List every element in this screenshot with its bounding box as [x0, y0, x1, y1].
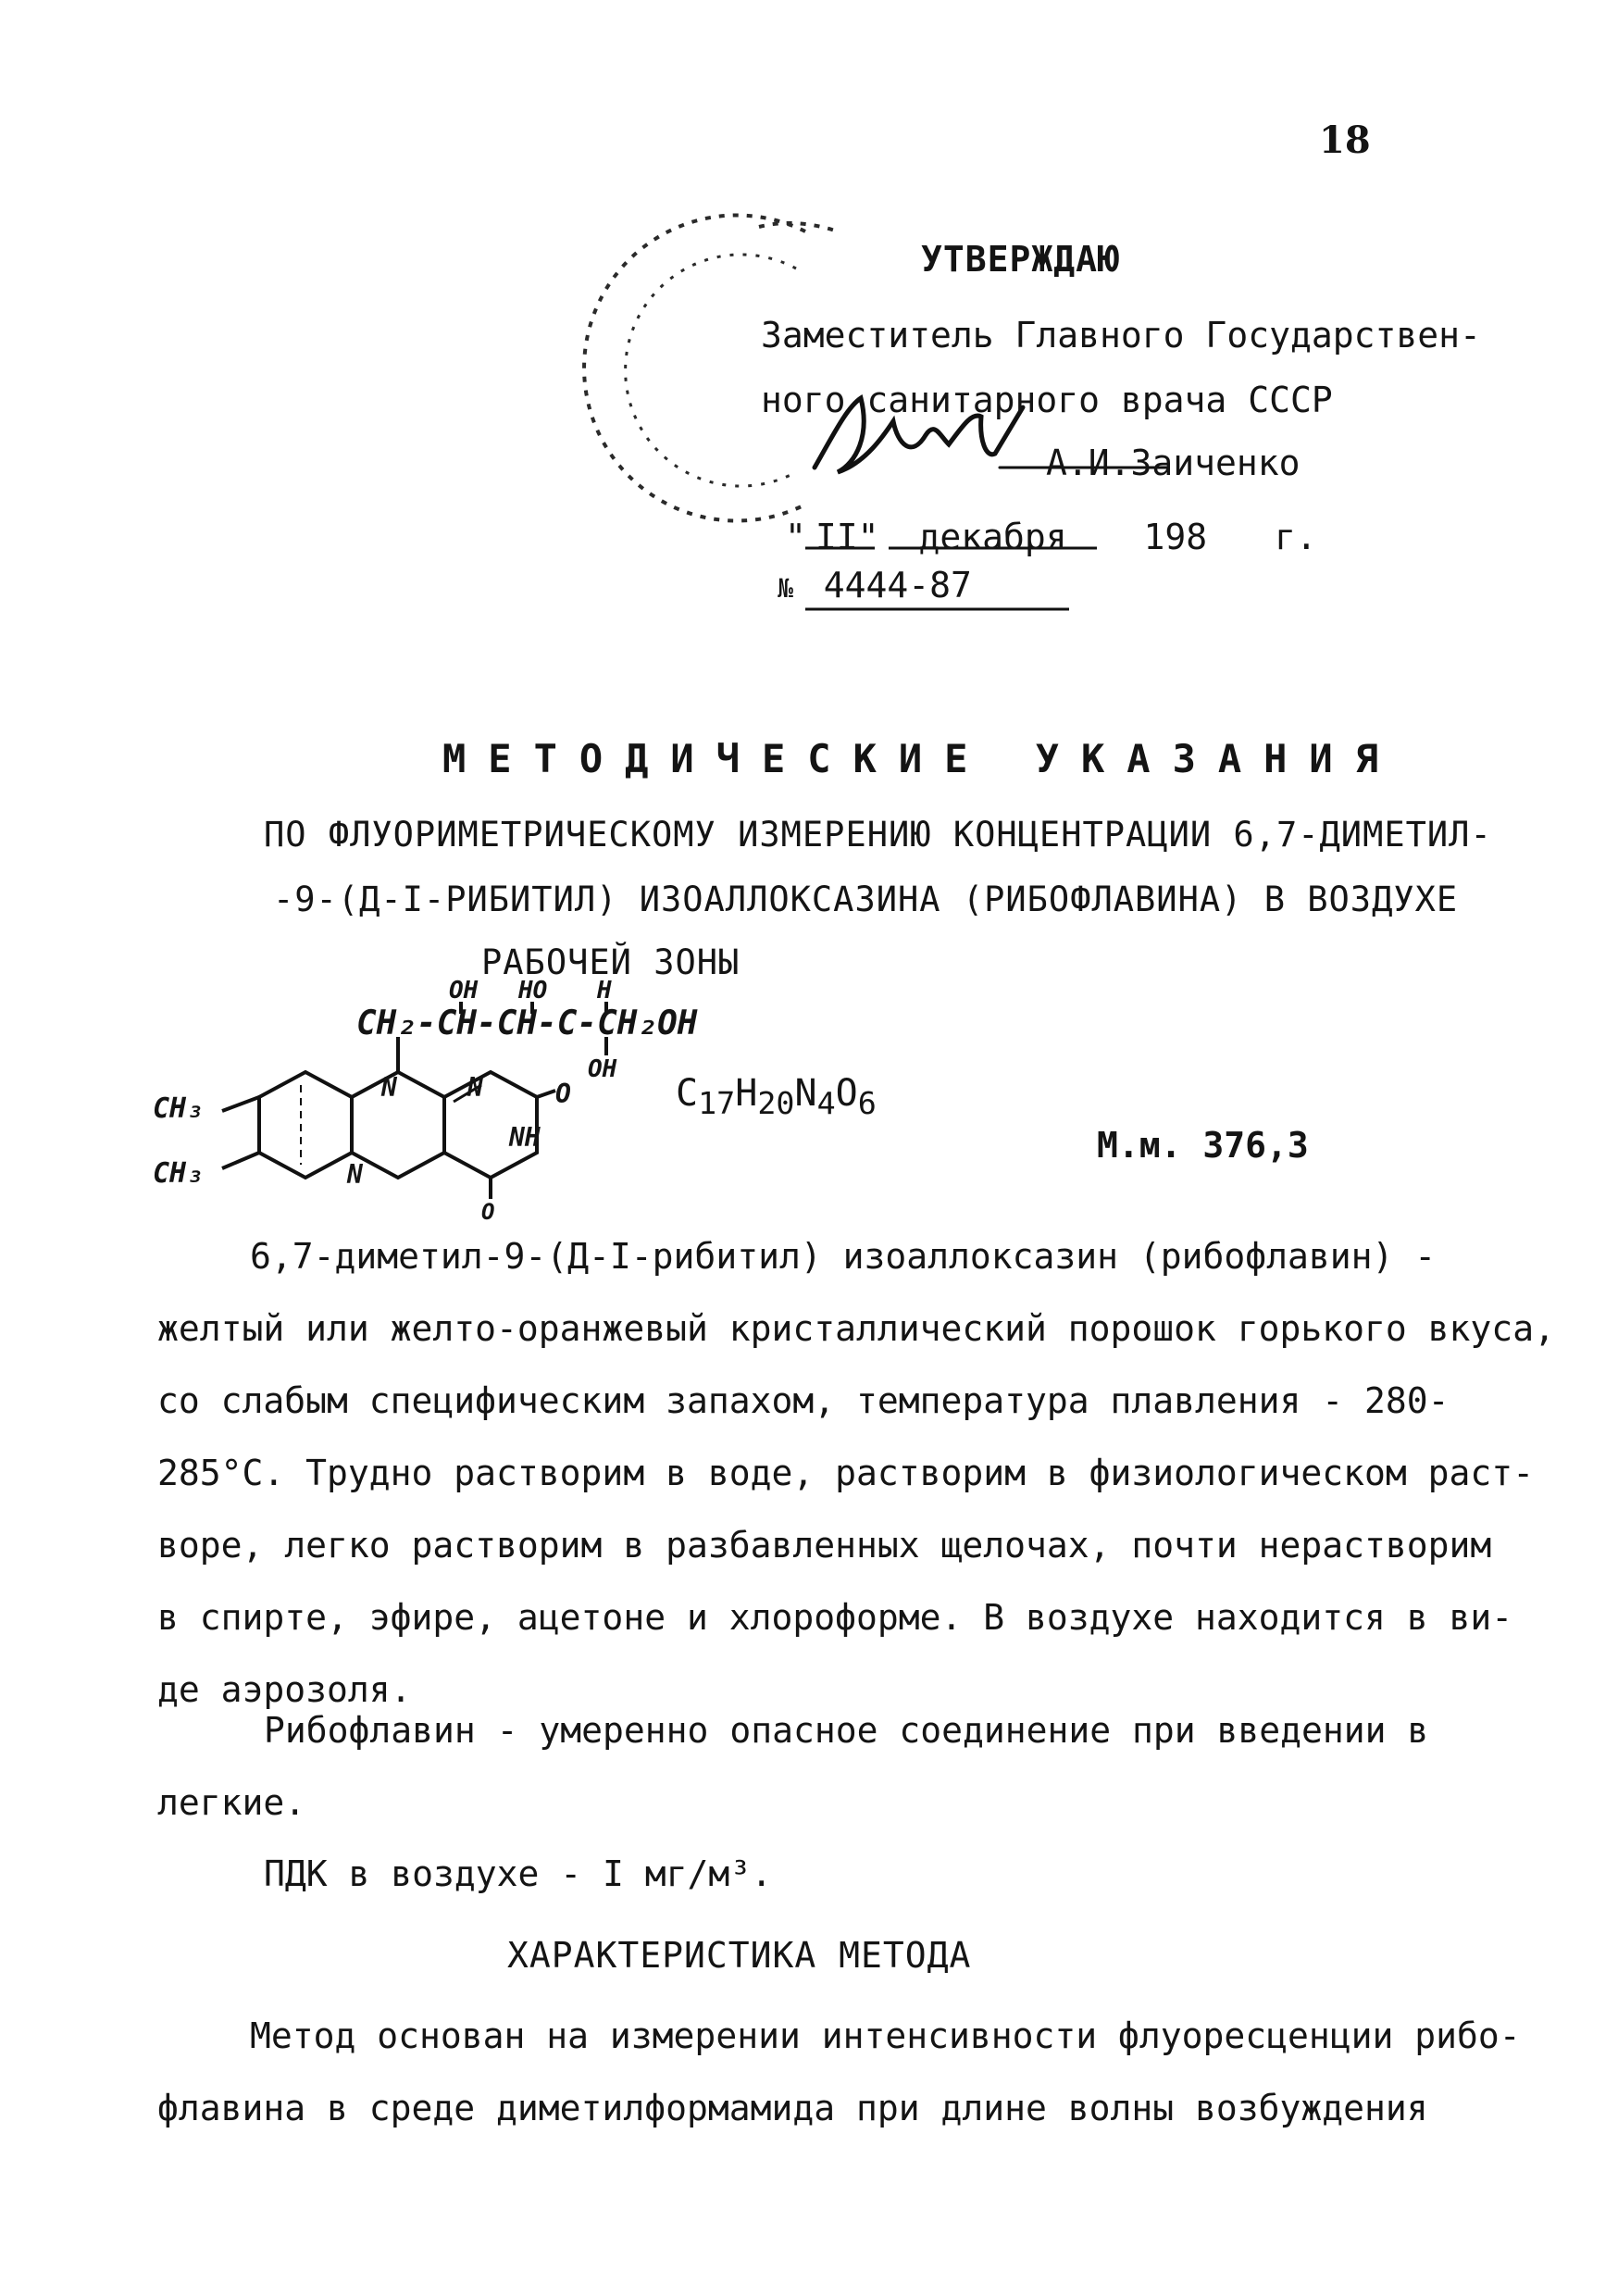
approval-title: УТВЕРЖДАЮ	[921, 239, 1120, 280]
text-line: в спирте, эфире, ацетоне и хлороформе. В воздухе находится в ви-	[157, 1597, 1513, 1638]
formula-n: N	[794, 1072, 817, 1115]
text-line: Метод основан на измерении интенсивности флуоресценции рибо-	[250, 2015, 1521, 2056]
date-month: декабря	[918, 517, 1067, 557]
structure-n10: N	[347, 1159, 363, 1190]
page-number: 18	[1319, 119, 1371, 162]
formula-c-count: 17	[698, 1085, 736, 1121]
formula-o-count: 6	[857, 1085, 877, 1121]
text-line: легкие.	[157, 1782, 306, 1823]
structure-h-label: H	[597, 977, 612, 1004]
date-quote: "	[785, 517, 806, 557]
structure-nh: NH	[509, 1122, 541, 1153]
title-line-2: ПО ФЛУОРИМЕТРИЧЕСКОМУ ИЗМЕРЕНИЮ КОНЦЕНТРАЦИИ 6,7-ДИМЕТИЛ-	[264, 815, 1492, 855]
structure-n9: N	[381, 1072, 397, 1103]
paragraph-description	[157, 1220, 1555, 1726]
text-line: Рибофлавин - умеренно опасное соединение при введении в	[264, 1710, 1429, 1751]
structure-o4: O	[481, 1199, 495, 1225]
structure-o2: O	[555, 1079, 571, 1109]
signatory-name: А.И.Заиченко	[1046, 443, 1301, 483]
approval-line-1: Заместитель Главного Государствен-	[761, 315, 1481, 356]
title-line-4: РАБОЧЕЙ ЗОНЫ	[481, 942, 741, 982]
text-line: 6,7-диметил-9-(Д-I-рибитил) изоаллоксазин (рибофлавин) -	[250, 1236, 1437, 1277]
formula-o: O	[835, 1072, 858, 1115]
date-suffix: г.	[1275, 517, 1317, 557]
date-day: II	[815, 517, 858, 557]
document-title: МЕТОДИЧЕСКИЕ УКАЗАНИЯ	[442, 736, 1401, 781]
formula-n-count: 4	[816, 1085, 836, 1121]
paragraph-hazard	[157, 1694, 1490, 1839]
approval-number	[778, 565, 972, 605]
formula-h-count: 20	[757, 1085, 795, 1121]
date-quote-close: "	[857, 517, 879, 557]
structure-oh-label-2: HO	[518, 977, 548, 1004]
formula-c: C	[676, 1072, 699, 1115]
molar-mass: М.м. 376,3	[1097, 1125, 1309, 1166]
text-line: де аэрозоля.	[157, 1669, 412, 1710]
approval-line-2: ного санитарного врача СССР	[761, 380, 1333, 420]
number-value: 4444-87	[823, 565, 972, 605]
structure-n1: N	[467, 1072, 483, 1103]
text-line: воре, легко растворим в разбавленных щелочах, почти нерастворим	[157, 1525, 1492, 1566]
official-stamp-seal	[584, 216, 838, 521]
text-line: желтый или желто-оранжевый кристаллический порошок горького вкуса,	[157, 1308, 1555, 1349]
paragraph-method	[157, 2000, 1521, 2144]
text-line: со слабым специфическим запахом, температура плавления - 280-	[157, 1380, 1450, 1421]
section-title: ХАРАКТЕРИСТИКА МЕТОДА	[507, 1935, 972, 1976]
structure-oh-label-1: OH	[449, 977, 479, 1004]
structure-methyl-1: CH₃	[153, 1092, 204, 1125]
text-line: флавина в среде диметилформамида при длине волны возбуждения	[157, 2088, 1428, 2128]
approval-date	[785, 517, 1317, 557]
paragraph-pdk: ПДК в воздухе - I мг/м³.	[264, 1853, 773, 1894]
structure-methyl-2: CH₃	[153, 1157, 204, 1190]
date-year: 198	[1143, 517, 1208, 557]
number-prefix: №	[778, 573, 793, 604]
structure-oh-label-4: OH	[588, 1055, 617, 1083]
title-line-3: -9-(Д-I-РИБИТИЛ) ИЗОАЛЛОКСАЗИНА (РИБОФЛАВИНА) В ВОЗДУХЕ	[273, 880, 1459, 919]
formula-h: H	[735, 1072, 758, 1115]
molecular-formula	[676, 1072, 877, 1121]
structure-side-chain: CH₂-CH-CH-C-CH₂OH	[356, 1004, 698, 1042]
text-line: 285°С. Трудно растворим в воде, растворим в физиологическом раст-	[157, 1453, 1535, 1493]
